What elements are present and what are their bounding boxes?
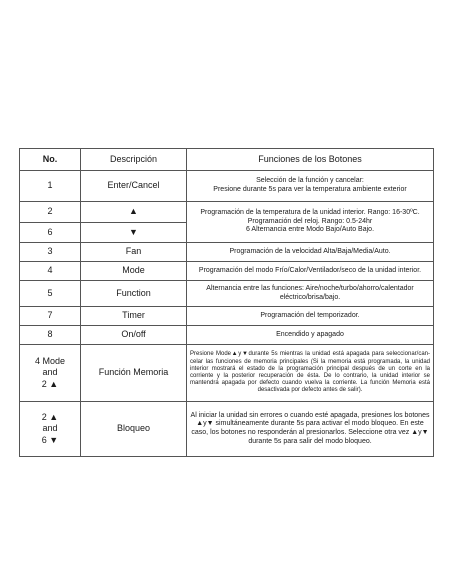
function-line: Programación de la velocidad Alta/Baja/Media/Auto.: [229, 247, 391, 255]
row-number: 2: [20, 202, 81, 223]
row-function: [187, 402, 434, 457]
function-line: Programación de la temperatura de la unidad interior. Rango: 16-30ºC.: [200, 208, 420, 216]
function-line: Al iniciar la unidad sin errores o cuando esté apagada, presiones los botones ▲y▼ simultáneamente durante 5s para activar el modo bloqueo. En este caso, los botones no responderán al presionarlos. Seleccione otra vez ▲y▼ durante 5s para salir del modo bloqueo.: [190, 411, 430, 445]
row-number-line: 2 ▲: [41, 378, 59, 389]
function-line: Presione durante 5s para ver la temperatura ambiente exterior: [213, 186, 407, 193]
row-function: [187, 202, 434, 243]
function-line: Presione Mode▲y▼durante 5s mientras la unidad está apagada para seleccionar/can-celar las funciones de memoria principales (Si la memoria está programada, la unidad interior mostrará el estado de la programación principal después de un corte en la corriente y la posterior recuperación de ésta. De lo contrario, la unidad interior se mantendrá apagada por defecto cuando vuelva la corriente. La función Memoria está desactivada por defecto antes de salir).: [190, 351, 430, 394]
row-button-name: On/off: [81, 326, 187, 345]
row-function: [187, 326, 434, 345]
row-function: [187, 281, 434, 307]
row-button-name: Bloqueo: [81, 402, 187, 457]
table-row: [20, 202, 434, 223]
function-line: eléctrico/brisa/bajo.: [279, 293, 341, 301]
row-number: 6: [20, 223, 81, 243]
header-functions: Funciones de los Botones: [187, 149, 434, 171]
header-description: Descripción: [81, 149, 187, 171]
row-button-name: Function: [81, 281, 187, 307]
row-number-line: 4 Mode: [34, 356, 66, 367]
table-row: [20, 171, 434, 202]
row-number: [20, 402, 81, 457]
function-line: Alternancia entre las funciones: Aire/noche/turbo/ahorro/calentador: [206, 284, 414, 292]
row-number-line: 6 ▼: [41, 434, 59, 445]
row-number: [20, 345, 81, 402]
row-number: 7: [20, 307, 81, 326]
row-button-name: Función Memoria: [81, 345, 187, 402]
function-line: Selección de la función y cancelar:: [256, 177, 364, 185]
row-button-name: Fan: [81, 243, 187, 262]
function-line: 6 Alternancia entre Modo Bajo/Auto Bajo.: [245, 226, 375, 234]
row-number: 8: [20, 326, 81, 345]
table-row: [20, 262, 434, 281]
table-row: [20, 402, 434, 457]
function-line: Programación del temporizador.: [260, 311, 360, 319]
row-button-name: Enter/Cancel: [81, 171, 187, 202]
row-number-line: 2 ▲: [41, 412, 59, 423]
row-button-name: ▼: [81, 223, 187, 243]
row-number: 5: [20, 281, 81, 307]
row-number: 1: [20, 171, 81, 202]
table-row: [20, 345, 434, 402]
table-row: [20, 307, 434, 326]
row-button-name: ▲: [81, 202, 187, 223]
table-row: [20, 243, 434, 262]
table-row: [20, 326, 434, 345]
row-function: [187, 262, 434, 281]
table-row: [20, 281, 434, 307]
function-line: Programación del reloj. Rango: 0.5-24hr: [247, 217, 373, 225]
row-button-name: Timer: [81, 307, 187, 326]
row-function: [187, 243, 434, 262]
buttons-table: [19, 148, 434, 457]
row-button-name: Mode: [81, 262, 187, 281]
row-function: [187, 345, 434, 402]
row-number: 4: [20, 262, 81, 281]
header-row: [20, 149, 434, 171]
row-number: 3: [20, 243, 81, 262]
row-number-line: and: [42, 367, 58, 378]
function-line: Encendido y apagado: [276, 330, 344, 338]
row-function: [187, 307, 434, 326]
row-number-line: and: [42, 423, 58, 434]
function-line: Programación del modo Frío/Calor/Ventilador/seco de la unidad interior.: [198, 266, 422, 274]
row-function: [187, 171, 434, 202]
header-no: No.: [20, 149, 81, 171]
